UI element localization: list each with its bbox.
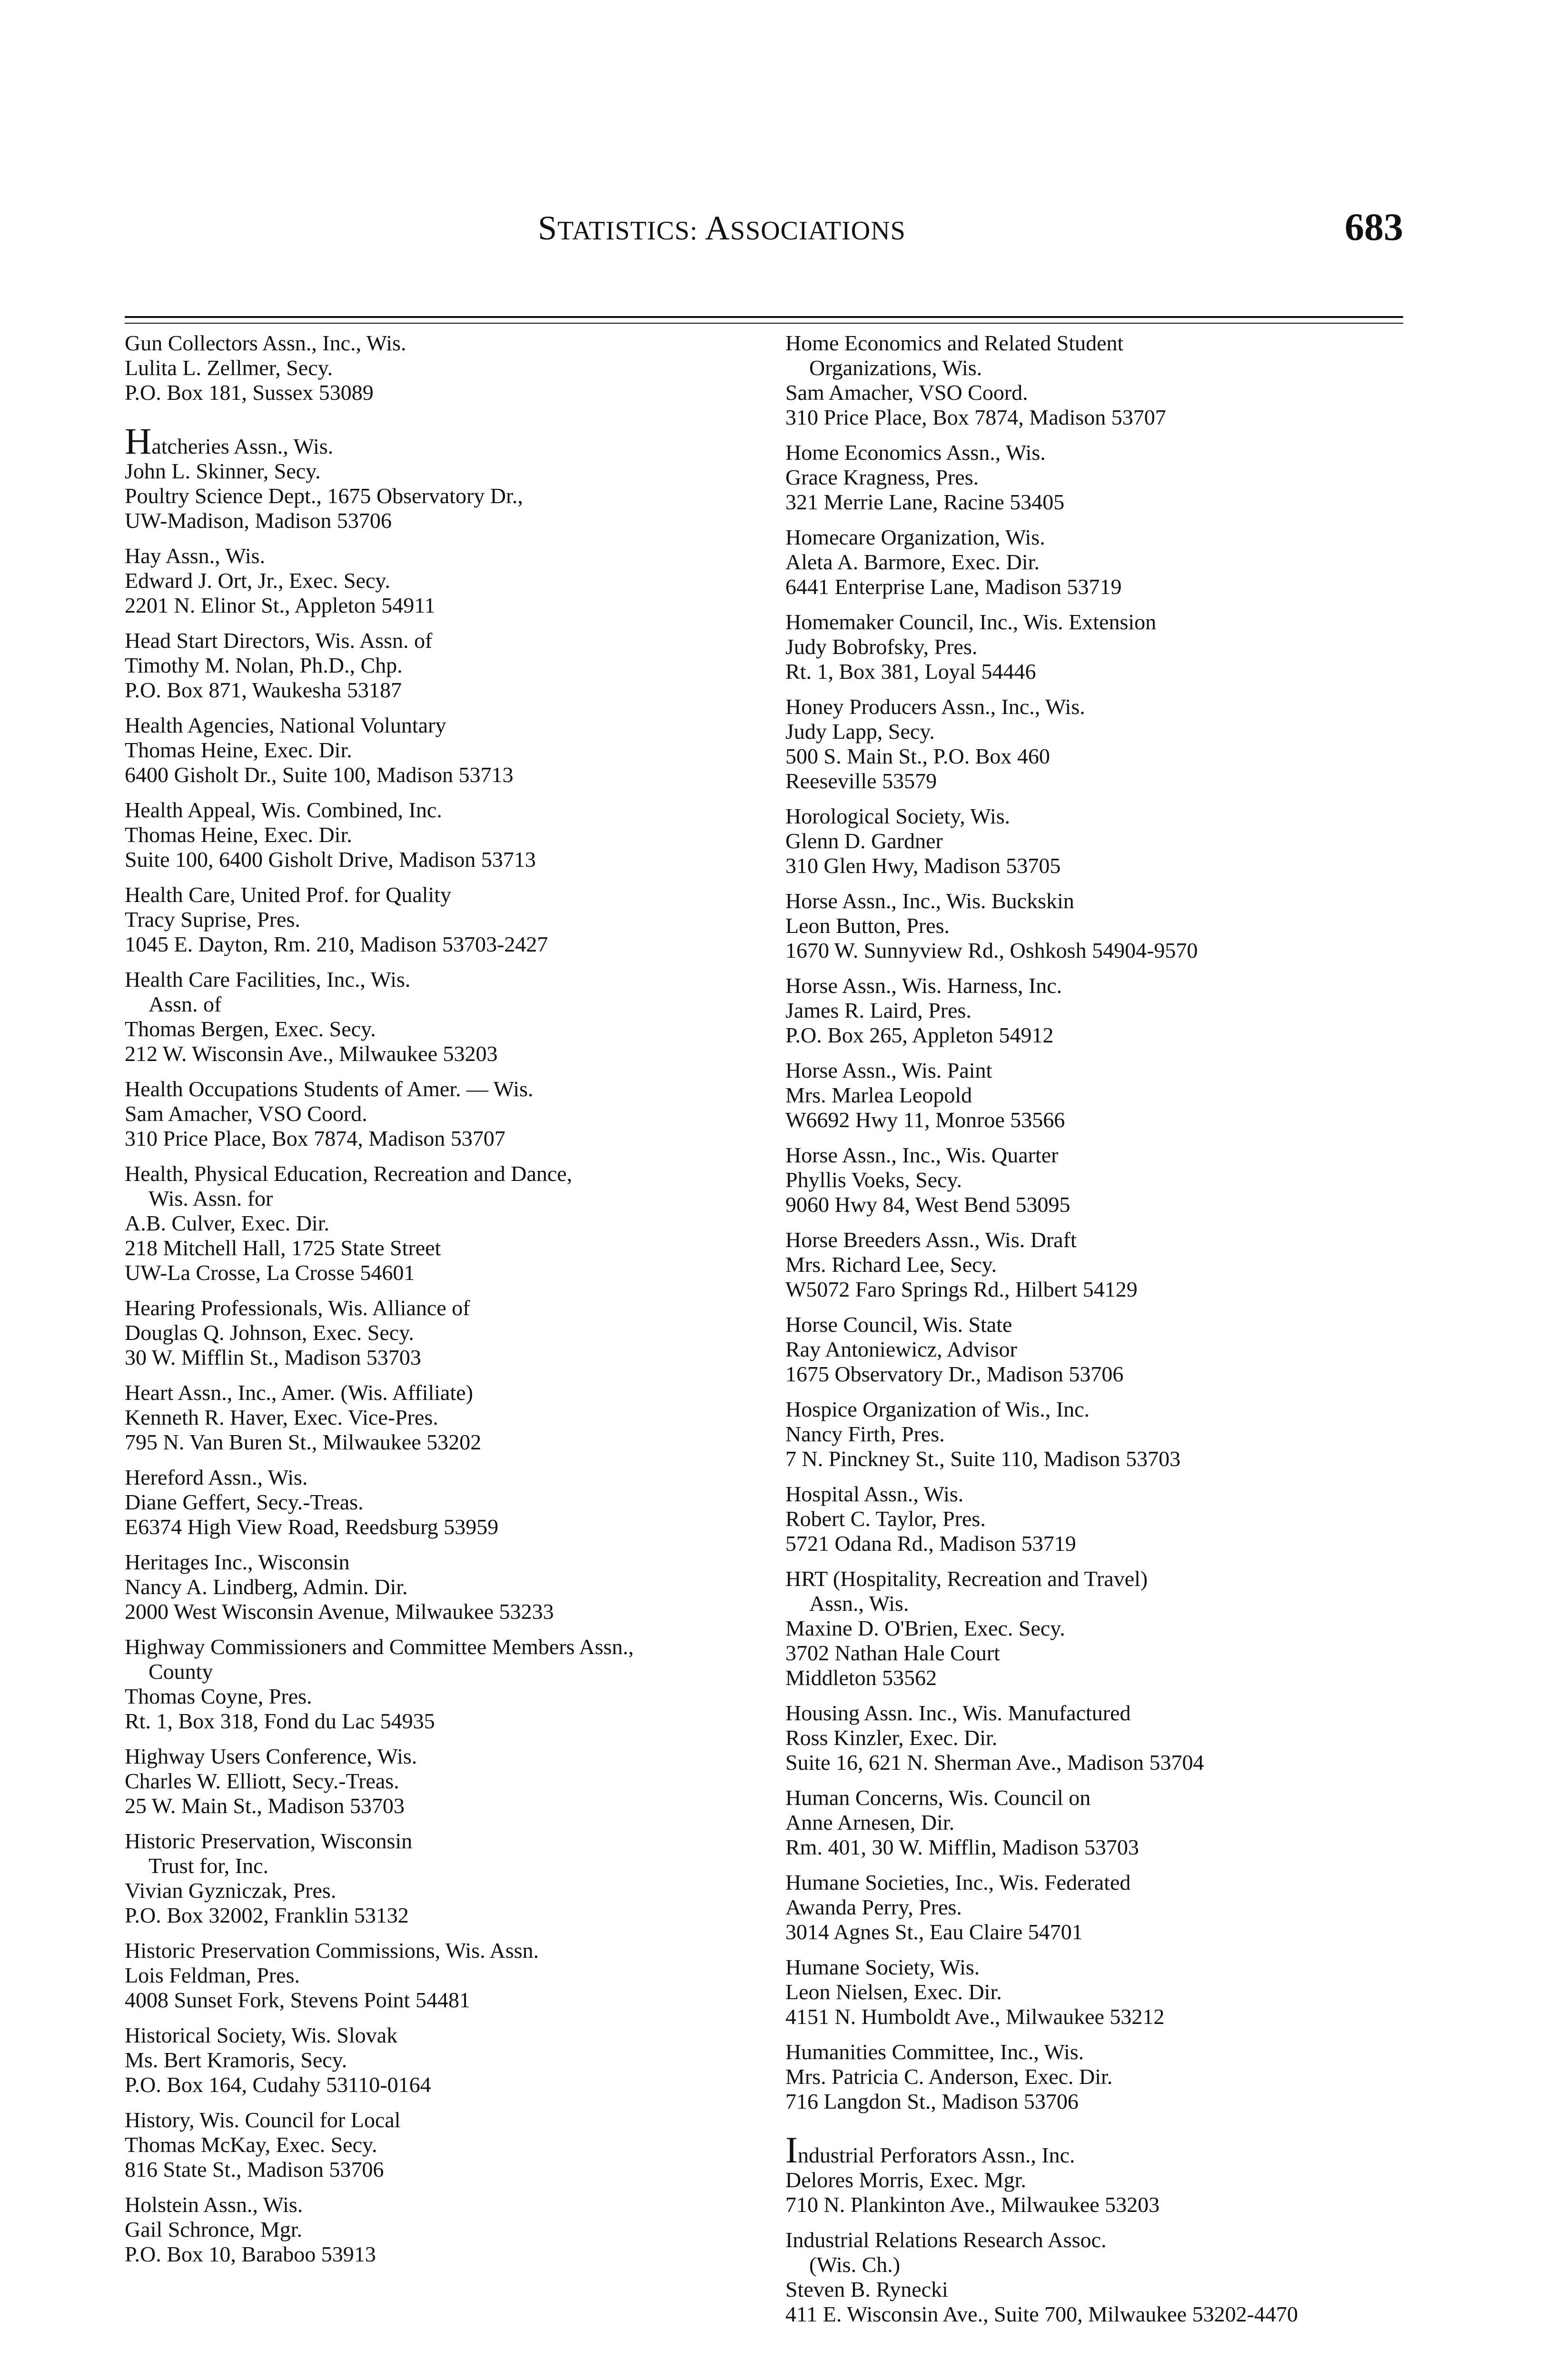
directory-entry — [125, 1938, 791, 2013]
entry-line: Awanda Perry, Pres. — [785, 1895, 962, 1919]
directory-entry — [785, 525, 1476, 599]
entry-line: 9060 Hwy 84, West Bend 53095 — [785, 1192, 1070, 1217]
entry-line: Reeseville 53579 — [785, 769, 937, 793]
entry-line: Gail Schronce, Mgr. — [125, 2217, 303, 2241]
entry-line: Wis. Assn. for — [149, 1186, 273, 1210]
directory-entry — [125, 1296, 791, 1370]
directory-entry — [125, 1077, 791, 1151]
entry-line: Diane Geffert, Secy.-Treas. — [125, 1490, 364, 1514]
directory-entry — [125, 2023, 791, 2097]
entry-line: 716 Langdon St., Madison 53706 — [785, 2089, 1079, 2113]
entry-line: Phyllis Voeks, Secy. — [785, 1168, 962, 1192]
entry-line: Thomas Bergen, Exec. Secy. — [125, 1017, 376, 1041]
entry-line: Thomas Coyne, Pres. — [125, 1684, 312, 1708]
directory-entry — [785, 973, 1476, 1048]
entry-line: P.O. Box 164, Cudahy 53110-0164 — [125, 2073, 431, 2097]
entry-line: E6374 High View Road, Reedsburg 53959 — [125, 1515, 499, 1539]
entry-line: Humanities Committee, Inc., Wis. — [785, 2040, 1084, 2064]
entry-line: 2201 N. Elinor St., Appleton 54911 — [125, 593, 436, 617]
entry-line: Horse Assn., Wis. Harness, Inc. — [785, 973, 1062, 998]
entry-line: 1670 W. Sunnyview Rd., Oshkosh 54904-9570 — [785, 938, 1198, 962]
entry-line: Assn., Wis. — [809, 1591, 909, 1616]
directory-entry — [785, 1058, 1476, 1132]
entry-line: UW-Madison, Madison 53706 — [125, 508, 392, 533]
entry-line: Lulita L. Zellmer, Secy. — [125, 356, 333, 380]
entry-line: 310 Price Place, Box 7874, Madison 53707 — [125, 1126, 505, 1150]
directory-entry — [125, 713, 791, 787]
entry-line: Hearing Professionals, Wis. Alliance of — [125, 1296, 470, 1320]
entry-line: Thomas McKay, Exec. Secy. — [125, 2132, 377, 2157]
entry-line: 4151 N. Humboldt Ave., Milwaukee 53212 — [785, 2004, 1165, 2029]
entry-line: Head Start Directors, Wis. Assn. of — [125, 628, 433, 653]
entry-line: Gun Collectors Assn., Inc., Wis. — [125, 331, 406, 355]
header-rule-thin — [125, 323, 1403, 324]
entry-line: Mrs. Marlea Leopold — [785, 1083, 972, 1107]
entry-line: Delores Morris, Exec. Mgr. — [785, 2168, 1026, 2192]
entry-line: Rt. 1, Box 318, Fond du Lac 54935 — [125, 1709, 435, 1733]
running-header-title: STATISTICS: ASSOCIATIONS — [538, 209, 906, 247]
directory-entry — [785, 1397, 1476, 1471]
entry-line: Homemaker Council, Inc., Wis. Extension — [785, 610, 1157, 634]
entry-line: Tracy Suprise, Pres. — [125, 907, 300, 932]
directory-entry — [785, 694, 1476, 793]
entry-line: Health Occupations Students of Amer. — Wis. — [125, 1077, 534, 1101]
entry-line: Highway Commissioners and Committee Members Assn., — [125, 1635, 634, 1659]
entry-line: 816 State St., Madison 53706 — [125, 2157, 384, 2182]
entry-line: 710 N. Plankinton Ave., Milwaukee 53203 — [785, 2192, 1160, 2217]
entry-line: Nancy A. Lindberg, Admin. Dir. — [125, 1575, 408, 1599]
entry-line: Robert C. Taylor, Pres. — [785, 1507, 986, 1531]
entry-line: Thomas Heine, Exec. Dir. — [125, 823, 352, 847]
entry-line: Housing Assn. Inc., Wis. Manufactured — [785, 1701, 1131, 1725]
directory-entry — [785, 1955, 1476, 2029]
entry-line: Edward J. Ort, Jr., Exec. Secy. — [125, 568, 390, 593]
entry-line: Horse Assn., Wis. Paint — [785, 1058, 992, 1082]
entry-line: Hospice Organization of Wis., Inc. — [785, 1397, 1090, 1421]
entry-line: Douglas Q. Johnson, Exec. Secy. — [125, 1320, 414, 1345]
directory-entry — [125, 1635, 791, 1734]
entry-line: Anne Arnesen, Dir. — [785, 1810, 955, 1835]
entry-line: Health Appeal, Wis. Combined, Inc. — [125, 798, 442, 822]
entry-line: W6692 Hwy 11, Monroe 53566 — [785, 1108, 1065, 1132]
entry-line: Home Economics Assn., Wis. — [785, 440, 1046, 465]
entry-line: Suite 16, 621 N. Sherman Ave., Madison 53704 — [785, 1750, 1204, 1775]
entry-line: Nancy Firth, Pres. — [785, 1422, 945, 1446]
entry-line: Glenn D. Gardner — [785, 829, 943, 853]
entry-line: P.O. Box 10, Baraboo 53913 — [125, 2242, 376, 2266]
entry-line: 6441 Enterprise Lane, Madison 53719 — [785, 575, 1122, 599]
entry-line: Humane Societies, Inc., Wis. Federated — [785, 1870, 1131, 1894]
entry-line: History, Wis. Council for Local — [125, 2108, 401, 2132]
entry-line: Steven B. Rynecki — [785, 2277, 948, 2301]
entry-line: Ross Kinzler, Exec. Dir. — [785, 1726, 998, 1750]
entry-line: Hereford Assn., Wis. — [125, 1465, 308, 1489]
entry-line: 5721 Odana Rd., Madison 53719 — [785, 1531, 1076, 1556]
entry-line: Health Agencies, National Voluntary — [125, 713, 446, 737]
entry-line: Vivian Gyzniczak, Pres. — [125, 1878, 337, 1903]
entry-line: Hospital Assn., Wis. — [785, 1482, 964, 1506]
entry-line: Holstein Assn., Wis. — [125, 2192, 303, 2217]
entry-line: Homecare Organization, Wis. — [785, 525, 1045, 549]
directory-entry — [785, 331, 1476, 430]
directory-entry — [785, 1785, 1476, 1860]
entry-line: Organizations, Wis. — [809, 356, 982, 380]
entry-line: Maxine D. O'Brien, Exec. Secy. — [785, 1616, 1065, 1640]
directory-entry — [125, 1380, 791, 1455]
directory-entry — [125, 544, 791, 618]
directory-entry — [125, 1550, 791, 1624]
directory-entry — [125, 628, 791, 703]
directory-entry — [125, 967, 791, 1066]
entry-line: Poultry Science Dept., 1675 Observatory Dr., — [125, 484, 523, 508]
entry-line: Mrs. Richard Lee, Secy. — [785, 1252, 997, 1277]
entry-line: Ray Antoniewicz, Advisor — [785, 1337, 1017, 1361]
entry-line: A.B. Culver, Exec. Dir. — [125, 1211, 329, 1235]
entry-line: Rt. 1, Box 381, Loyal 54446 — [785, 659, 1036, 684]
entry-line: 25 W. Main St., Madison 53703 — [125, 1794, 405, 1818]
right-column — [785, 331, 1476, 2337]
entry-name: Industrial Perforators Assn., Inc. — [785, 2129, 1075, 2171]
entry-line: Historical Society, Wis. Slovak — [125, 2023, 398, 2047]
entry-line: 500 S. Main St., P.O. Box 460 — [785, 744, 1050, 768]
entry-line: P.O. Box 871, Waukesha 53187 — [125, 678, 402, 702]
directory-entry — [125, 420, 791, 533]
entry-line: Trust for, Inc. — [149, 1854, 269, 1878]
entry-line: 4008 Sunset Fork, Stevens Point 54481 — [125, 1988, 470, 2012]
entry-line: Historic Preservation, Wisconsin — [125, 1829, 413, 1853]
entry-line: Judy Lapp, Secy. — [785, 719, 935, 744]
header-rule-thick — [125, 316, 1403, 318]
entry-line: 30 W. Mifflin St., Madison 53703 — [125, 1345, 421, 1369]
directory-entry — [125, 1465, 791, 1539]
entry-line: P.O. Box 265, Appleton 54912 — [785, 1023, 1054, 1047]
entry-line: W5072 Faro Springs Rd., Hilbert 54129 — [785, 1277, 1138, 1301]
entry-line: 795 N. Van Buren St., Milwaukee 53202 — [125, 1430, 482, 1454]
entry-line: 411 E. Wisconsin Ave., Suite 700, Milwaukee 53202-4470 — [785, 2302, 1298, 2326]
page-number: 683 — [1345, 205, 1403, 248]
entry-line: Thomas Heine, Exec. Dir. — [125, 738, 352, 762]
entry-line: Horse Breeders Assn., Wis. Draft — [785, 1228, 1077, 1252]
directory-entry — [785, 1312, 1476, 1387]
directory-entry — [785, 2040, 1476, 2114]
entry-line: Suite 100, 6400 Gisholt Drive, Madison 53713 — [125, 847, 536, 872]
entry-line: 310 Price Place, Box 7874, Madison 53707 — [785, 405, 1166, 429]
directory-entry — [785, 2228, 1476, 2327]
entry-line: Honey Producers Assn., Inc., Wis. — [785, 694, 1085, 719]
entry-line: Judy Bobrofsky, Pres. — [785, 635, 978, 659]
entry-line: Human Concerns, Wis. Council on — [785, 1785, 1091, 1810]
entry-line: Mrs. Patricia C. Anderson, Exec. Dir. — [785, 2064, 1113, 2089]
entry-line: 310 Glen Hwy, Madison 53705 — [785, 853, 1061, 878]
directory-entry — [785, 610, 1476, 684]
entry-line: Heart Assn., Inc., Amer. (Wis. Affiliate) — [125, 1380, 473, 1405]
entry-line: Health Care Facilities, Inc., Wis. — [125, 967, 411, 992]
entry-line: Highway Users Conference, Wis. — [125, 1744, 417, 1768]
entry-line: Horse Assn., Inc., Wis. Quarter — [785, 1143, 1059, 1167]
entry-line: Historic Preservation Commissions, Wis. Assn. — [125, 1938, 539, 1963]
entry-line: Health, Physical Education, Recreation and Dance, — [125, 1161, 573, 1186]
directory-entry — [125, 2108, 791, 2182]
entry-line: Horse Council, Wis. State — [785, 1312, 1012, 1337]
entry-line: Sam Amacher, VSO Coord. — [125, 1101, 367, 1126]
entry-line: James R. Laird, Pres. — [785, 998, 971, 1022]
left-column — [125, 331, 791, 2277]
entry-line: Leon Nielsen, Exec. Dir. — [785, 1980, 1002, 2004]
entry-line: 321 Merrie Lane, Racine 53405 — [785, 490, 1065, 514]
directory-entry — [785, 1228, 1476, 1302]
entry-line: Humane Society, Wis. — [785, 1955, 980, 1979]
entry-line: 2000 West Wisconsin Avenue, Milwaukee 53233 — [125, 1599, 554, 1624]
directory-entry — [785, 2129, 1476, 2217]
entry-line: P.O. Box 181, Sussex 53089 — [125, 380, 374, 405]
directory-entry — [785, 440, 1476, 515]
directory-entry — [785, 889, 1476, 963]
entry-line: 7 N. Pinckney St., Suite 110, Madison 53703 — [785, 1447, 1181, 1471]
entry-line: 1675 Observatory Dr., Madison 53706 — [785, 1362, 1124, 1386]
directory-entry — [785, 804, 1476, 878]
entry-line: Leon Button, Pres. — [785, 913, 950, 938]
entry-line: Assn. of — [149, 992, 222, 1016]
entry-line: HRT (Hospitality, Recreation and Travel) — [785, 1567, 1148, 1591]
entry-line: Industrial Relations Research Assoc. — [785, 2228, 1107, 2252]
section-initial: H — [125, 420, 152, 462]
entry-line: Charles W. Elliott, Secy.-Treas. — [125, 1769, 399, 1793]
entry-line: 6400 Gisholt Dr., Suite 100, Madison 53713 — [125, 763, 514, 787]
entry-line: Lois Feldman, Pres. — [125, 1963, 300, 1987]
entry-line: Heritages Inc., Wisconsin — [125, 1550, 350, 1574]
entry-line: 218 Mitchell Hall, 1725 State Street — [125, 1236, 441, 1260]
directory-entry — [785, 1482, 1476, 1556]
entry-line: Ms. Bert Kramoris, Secy. — [125, 2048, 347, 2072]
entry-line: 3014 Agnes St., Eau Claire 54701 — [785, 1920, 1083, 1944]
entry-line: 3702 Nathan Hale Court — [785, 1641, 1000, 1665]
entry-line: 212 W. Wisconsin Ave., Milwaukee 53203 — [125, 1041, 498, 1066]
entry-name: Hatcheries Assn., Wis. — [125, 420, 334, 462]
entry-line: Timothy M. Nolan, Ph.D., Chp. — [125, 653, 403, 677]
entry-line: Horse Assn., Inc., Wis. Buckskin — [785, 889, 1074, 913]
directory-entry — [785, 1701, 1476, 1775]
entry-line: Sam Amacher, VSO Coord. — [785, 380, 1028, 405]
directory-entry — [125, 883, 791, 957]
directory-entry — [125, 1744, 791, 1818]
section-initial: I — [785, 2129, 798, 2171]
entry-line: Grace Kragness, Pres. — [785, 465, 979, 489]
entry-line: Horological Society, Wis. — [785, 804, 1011, 828]
entry-line: Middleton 53562 — [785, 1666, 937, 1690]
entry-line: 1045 E. Dayton, Rm. 210, Madison 53703-2427 — [125, 932, 548, 956]
entry-line: John L. Skinner, Secy. — [125, 459, 321, 483]
directory-entry — [125, 2192, 791, 2267]
entry-line: Kenneth R. Haver, Exec. Vice-Pres. — [125, 1405, 438, 1429]
directory-entry — [125, 1161, 791, 1285]
directory-entry — [785, 1870, 1476, 1944]
entry-line: P.O. Box 32002, Franklin 53132 — [125, 1903, 409, 1927]
entry-line: (Wis. Ch.) — [809, 2252, 901, 2277]
entry-line: Health Care, United Prof. for Quality — [125, 883, 451, 907]
entry-line: Hay Assn., Wis. — [125, 544, 266, 568]
entry-line: UW-La Crosse, La Crosse 54601 — [125, 1260, 415, 1285]
entry-line: Rm. 401, 30 W. Mifflin, Madison 53703 — [785, 1835, 1139, 1859]
directory-entry — [785, 1567, 1476, 1690]
directory-entry — [125, 798, 791, 872]
entry-line: County — [149, 1659, 213, 1684]
entry-line: Aleta A. Barmore, Exec. Dir. — [785, 550, 1040, 574]
entry-line: Home Economics and Related Student — [785, 331, 1124, 355]
directory-entry — [125, 331, 791, 405]
directory-entry — [785, 1143, 1476, 1217]
directory-entry — [125, 1829, 791, 1928]
